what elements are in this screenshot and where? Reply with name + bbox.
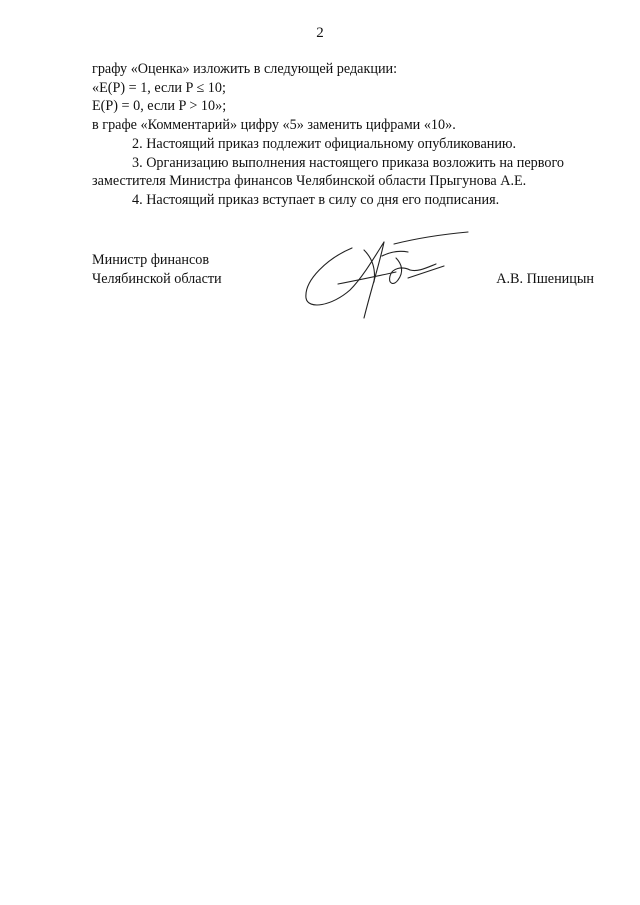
text-line-formula-1: «E(P) = 1, если P ≤ 10;: [92, 79, 226, 96]
paragraph-3-organization: 3. Организацию выполнения настоящего приказа возложить на первого: [132, 154, 565, 171]
paragraph-4-effective-date: 4. Настоящий приказ вступает в силу со дня его подписания.: [132, 191, 500, 208]
handwritten-signature-icon: [298, 228, 474, 324]
text-line-formula-2: E(P) = 0, если P > 10»;: [92, 98, 227, 115]
paragraph-3-continuation: заместителя Министра финансов Челябинской области Прыгунова А.Е.: [92, 173, 527, 190]
text-line-column-rating: графу «Оценка» изложить в следующей редакции:: [92, 61, 398, 77]
paragraph-2-publication: 2. Настоящий приказ подлежит официальному опубликованию.: [132, 135, 517, 152]
signer-position-line-2: Челябинской области: [92, 270, 222, 287]
page-number: 2: [316, 25, 324, 41]
signer-position: [92, 251, 222, 288]
order-text: [92, 60, 602, 210]
signer-name: А.В. Пшеницын: [496, 271, 594, 287]
text-line-comment-column: в графе «Комментарий» цифру «5» заменить цифрами «10».: [92, 117, 456, 134]
signer-position-line-1: Министр финансов: [92, 252, 210, 268]
